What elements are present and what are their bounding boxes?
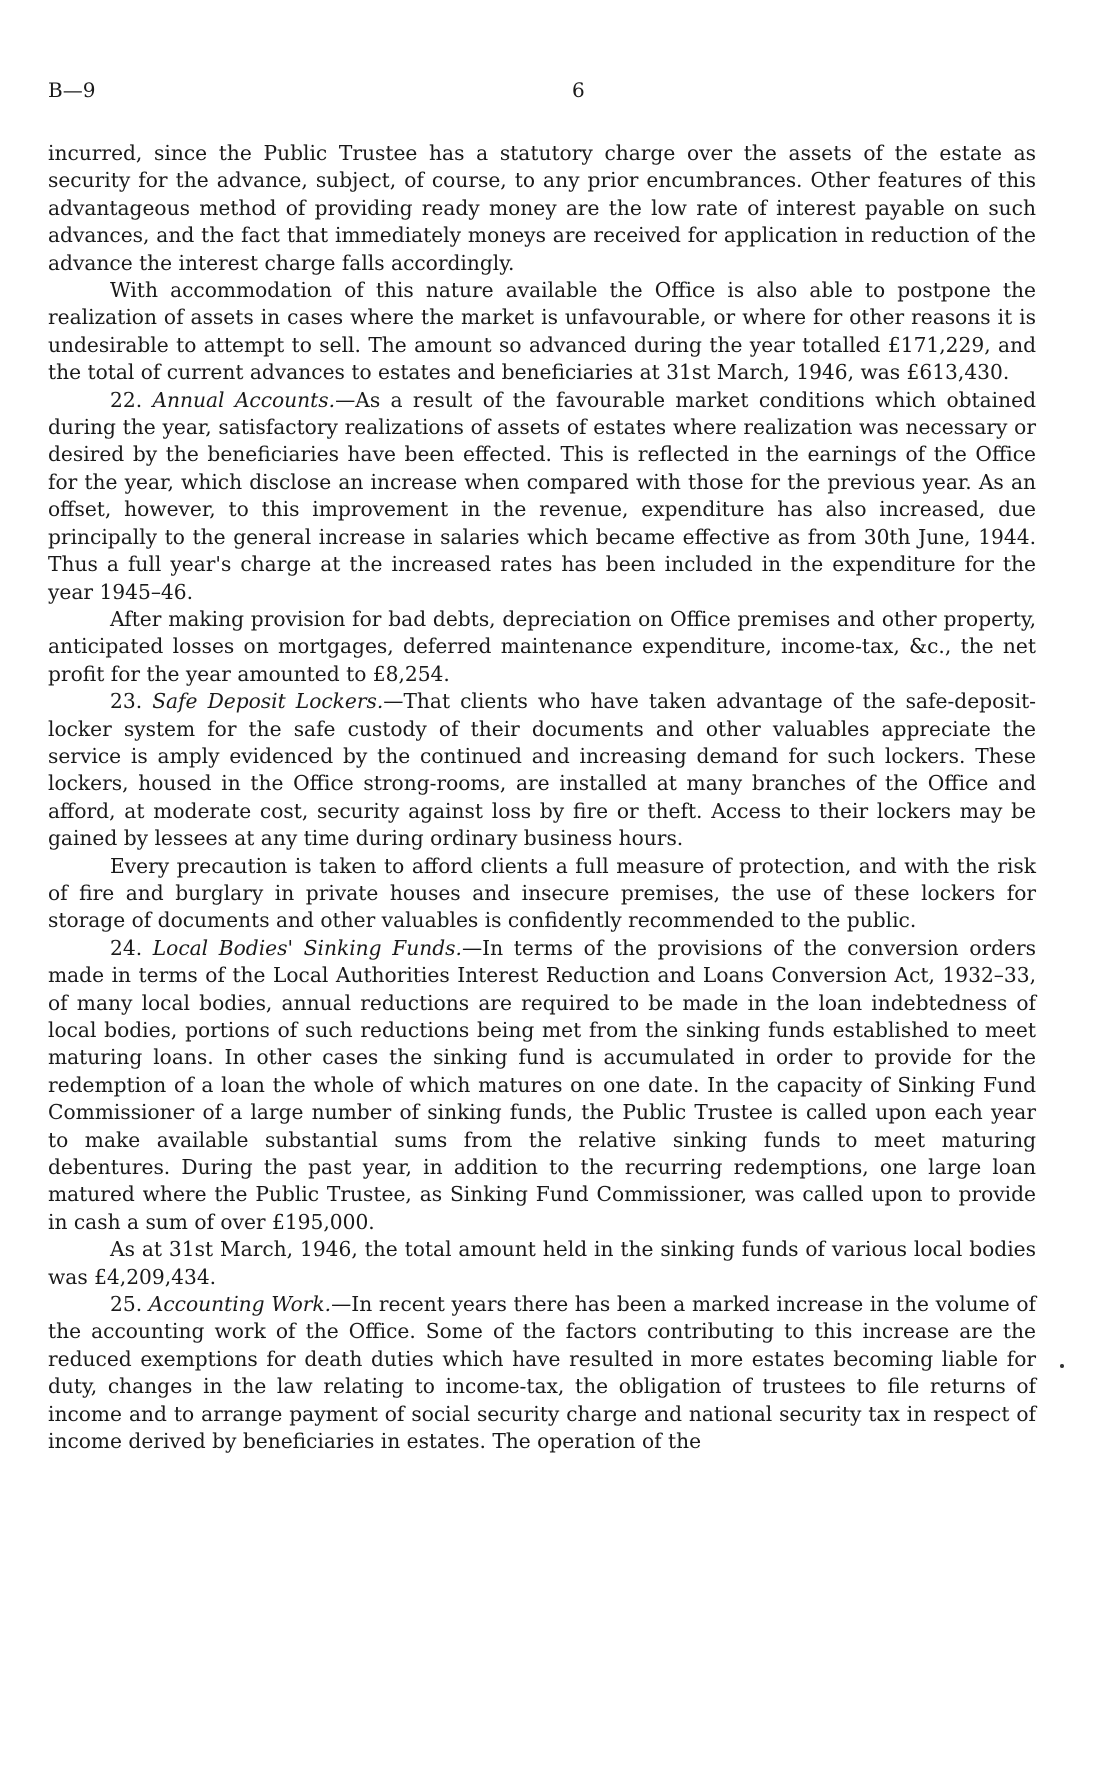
page-number: 6: [572, 78, 585, 102]
document-reference: B—9: [48, 78, 96, 102]
section-heading: Local Bodies' Sinking Funds.: [152, 935, 462, 960]
margin-mark: [1060, 1364, 1064, 1368]
paragraph-section-25: 25. Accounting Work.—In recent years there has been a marked increase in the volume of the accounting work of the Office. Some of the factors contributing to this increase are the reduced exemptions for death duties which have resulted in more estates becoming liable for duty, changes in the law relating to income-tax, the obligation of trustees to file returns of income and to arrange payment of social security charge and national security tax in respect of income derived by beneficiaries in estates. The operation of the: [48, 1292, 1036, 1454]
section-number: 24.: [110, 935, 143, 960]
section-heading: Safe Deposit Lockers.: [152, 689, 384, 714]
paragraph-section-23: 23. Safe Deposit Lockers.—That clients who have taken advantage of the safe-deposit-locker system for the safe custody of their documents and other valuables appreciate the service is amply evidenced by the continued and increasing demand for such lockers. These lockers, housed in the Office strong-rooms, are installed at many branches of the Office and afford, at moderate cost, security against loss by fire or theft. Access to their lockers may be gained by lessees at any time during ordinary business hours.: [48, 689, 1037, 851]
section-number: 22.: [110, 387, 143, 412]
body-text: [48, 140, 1036, 1456]
paragraph: With accommodation of this nature available the Office is also able to postpone the realization of assets in cases where the market is unfavourable, or where for other reasons it is undesirable to attempt to sell. The amount so advanced during the year totalled £171,229, and the total of current advances to estates and beneficiaries at 31st March, 1946, was £613,430.: [48, 278, 1036, 385]
paragraph: Every precaution is taken to afford clients a full measure of protection, and with the risk of fire and burglary in private houses and insecure premises, the use of these lockers for storage of documents and other valuables is confidently recommended to the public.: [48, 853, 1036, 933]
page-header: [48, 78, 1048, 108]
paragraph: As at 31st March, 1946, the total amount held in the sinking funds of various local bodies was £4,209,434.: [48, 1237, 1036, 1289]
paragraph: After making provision for bad debts, depreciation on Office premises and other property, anticipated losses on mortgages, deferred maintenance expenditure, income-tax, &c., the net profit for the year amounted to £8,254.: [48, 606, 1036, 686]
section-heading: Accounting Work.: [148, 1292, 332, 1317]
paragraph-section-22: 22. Annual Accounts.—As a result of the favourable market conditions which obtained during the year, satisfactory realizations of assets of estates where realization was necessary or desired by the beneficiaries have been effected. This is reflected in the earnings of the Office for the year, which disclose an increase when compared with those for the previous year. As an offset, however, to this improvement in the revenue, expenditure has also increased, due principally to the general increase in salaries which became effective as from 30th June, 1944. Thus a full year's charge at the increased rates has been included in the expenditure for the year 1945–46.: [48, 387, 1037, 604]
paragraph-section-24: 24. Local Bodies' Sinking Funds.—In terms of the provisions of the conversion orders made in terms of the Local Authorities Interest Reduction and Loans Conversion Act, 1932–33, of many local bodies, annual reductions are required to be made in the loan indebtedness of local bodies, portions of such reductions being met from the sinking funds established to meet maturing loans. In other cases the sinking fund is accumulated in order to provide for the redemption of a loan the whole of which matures on one date. In the capacity of Sinking Fund Commissioner of a large number of sinking funds, the Public Trustee is called upon each year to make available substantial sums from the relative sinking funds to meet maturing debentures. During the past year, in addition to the recurring redemptions, one large loan matured where the Public Trustee, as Sinking Fund Commissioner, was called upon to provide in cash a sum of over £195,000.: [48, 935, 1037, 1234]
section-heading: Annual Accounts.: [152, 387, 336, 412]
paragraph: incurred, since the Public Trustee has a statutory charge over the assets of the estate as security for the advance, subject, of course, to any prior encumbrances. Other features of this advantageous method of providing ready money are the low rate of interest payable on such advances, and the fact that immediately moneys are received for application in reduction of the advance the interest charge falls accordingly.: [48, 141, 1036, 275]
section-number: 23.: [110, 689, 143, 714]
section-number: 25.: [110, 1292, 143, 1317]
